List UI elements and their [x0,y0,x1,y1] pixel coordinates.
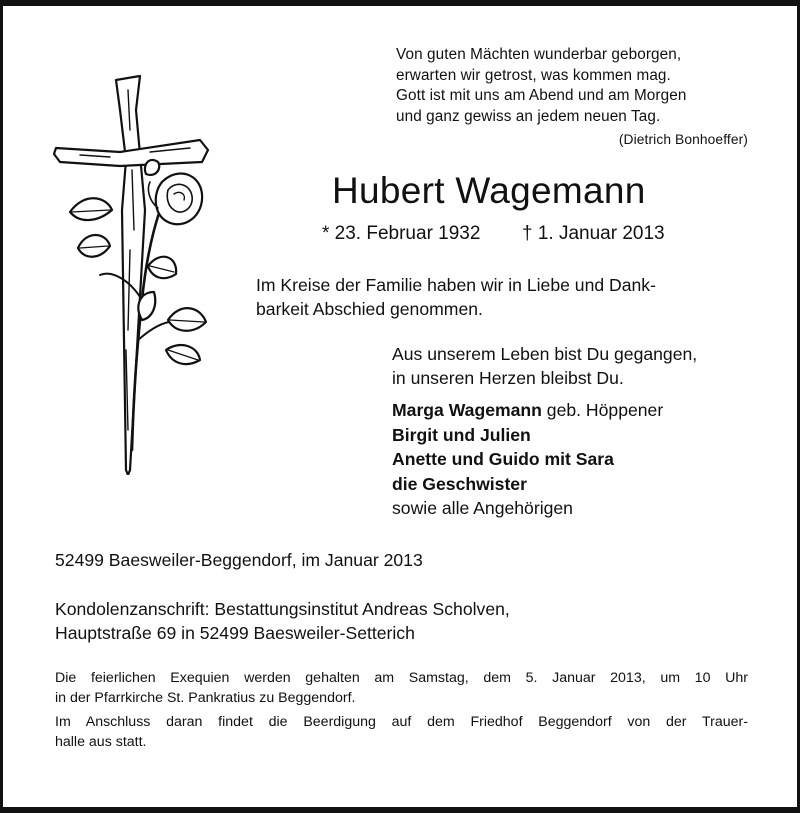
mourner-name: Anette und Guido mit Sara [392,449,614,469]
poem-line: Gott ist mit uns am Abend und am Morgen [396,87,687,104]
mourners-closing: sowie alle Angehörigen [392,498,573,518]
farewell-line: Im Kreise der Familie haben wir in Liebe und Dank- [256,275,656,295]
mourner-name: Birgit und Julien [392,424,531,445]
mourner-entry [392,398,752,423]
life-dates [322,221,682,247]
mourner-maiden-name: geb. Höppener [541,400,664,420]
farewell-text [256,273,748,321]
verse-line: Aus unserem Leben bist Du gegangen, [392,344,698,364]
service-line: halle aus statt. [55,734,147,750]
requiem-info [55,668,748,708]
poem-author: (Dietrich Bonhoeffer) [618,132,748,147]
burial-info [55,712,748,752]
mourner-name: die Geschwister [392,473,527,494]
verse-line: in unseren Herzen bleibst Du. [392,368,624,388]
poem-line: erwarten wir getrost, was kommen mag. [396,66,671,84]
condolence-address [55,597,755,645]
mourner-name: Marga Wagemann [392,400,542,420]
memorial-verse [392,342,752,390]
place-and-date: 52499 Baesweiler-Beggendorf, im Januar 2013 [55,550,423,570]
service-line: Im Anschluss daran findet die Beerdigung auf dem Friedhof Beggendorf von der Trauer- [55,714,748,730]
condolence-line: Kondolenzanschrift: Bestattungsinstitut Andreas Scholven, [55,599,510,619]
birth-date: * 23. Februar 1932 [322,223,481,244]
farewell-line: barkeit Abschied genommen. [256,299,483,319]
service-line: in der Pfarrkirche St. Pankratius zu Beggendorf. [55,690,356,706]
service-line: Die feierlichen Exequien werden gehalten am Samstag, dem 5. Januar 2013, um 10 Uhr [55,670,748,686]
condolence-line: Hauptstraße 69 in 52499 Baesweiler-Setterich [55,623,415,643]
bonhoeffer-poem [396,45,748,151]
cross-with-rose-icon [50,70,215,475]
deceased-name: Hubert Wagemann [332,170,646,211]
mourners-list [392,398,752,521]
service-details [55,668,748,756]
death-date: † 1. Januar 2013 [522,223,665,244]
poem-line: und ganz gewiss an jedem neuen Tag. [396,107,661,125]
poem-line: Von guten Mächten wunderbar geborgen, [396,46,682,63]
